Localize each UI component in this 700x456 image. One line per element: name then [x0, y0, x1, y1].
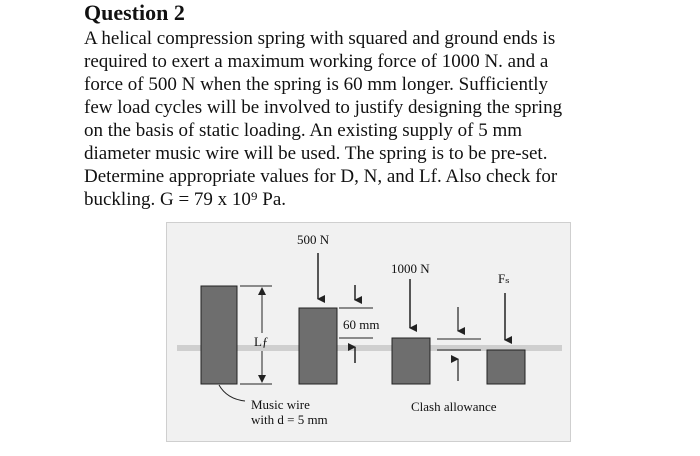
question-title: Question 2: [84, 0, 185, 25]
spring-figure: [166, 222, 571, 442]
question-line: diameter music wire will be used. The spring is to be pre-set.: [84, 143, 548, 164]
question-line: buckling. G = 79 x 10⁹ Pa.: [84, 189, 287, 210]
question-line: required to exert a maximum working force of 1000 N. and a: [84, 51, 549, 72]
free-length-arrowhead-up: [258, 287, 266, 295]
clash-allowance-label: Clash allowance: [411, 399, 497, 414]
music-wire-leader: [219, 385, 245, 401]
force-s-label: Fₛ: [498, 271, 510, 286]
question-line: force of 500 N when the spring is 60 mm longer. Sufficiently: [84, 74, 549, 95]
spring-1000-block: [392, 338, 430, 384]
spring-500-block: [299, 308, 337, 384]
question-line: Determine appropriate values for D, N, and Lf. Also check for: [84, 166, 558, 187]
force-500-label: 500 N: [297, 232, 330, 247]
question-line: few load cycles will be involved to justify designing the spring: [84, 97, 563, 118]
question-text: [84, 27, 684, 211]
spring-s-block: [487, 350, 525, 384]
force-1000-label: 1000 N: [391, 261, 430, 276]
music-wire-diameter-label: with d = 5 mm: [251, 412, 328, 427]
free-length-arrowhead-down: [258, 375, 266, 383]
music-wire-label: Music wire: [251, 397, 310, 412]
free-spring-block: [201, 286, 237, 384]
free-length-label: Lƒ: [254, 334, 269, 349]
question-line: A helical compression spring with squared and ground ends is: [84, 28, 556, 49]
deflection-label: 60 mm: [343, 317, 380, 332]
question-line: on the basis of static loading. An existing supply of 5 mm: [84, 120, 523, 141]
